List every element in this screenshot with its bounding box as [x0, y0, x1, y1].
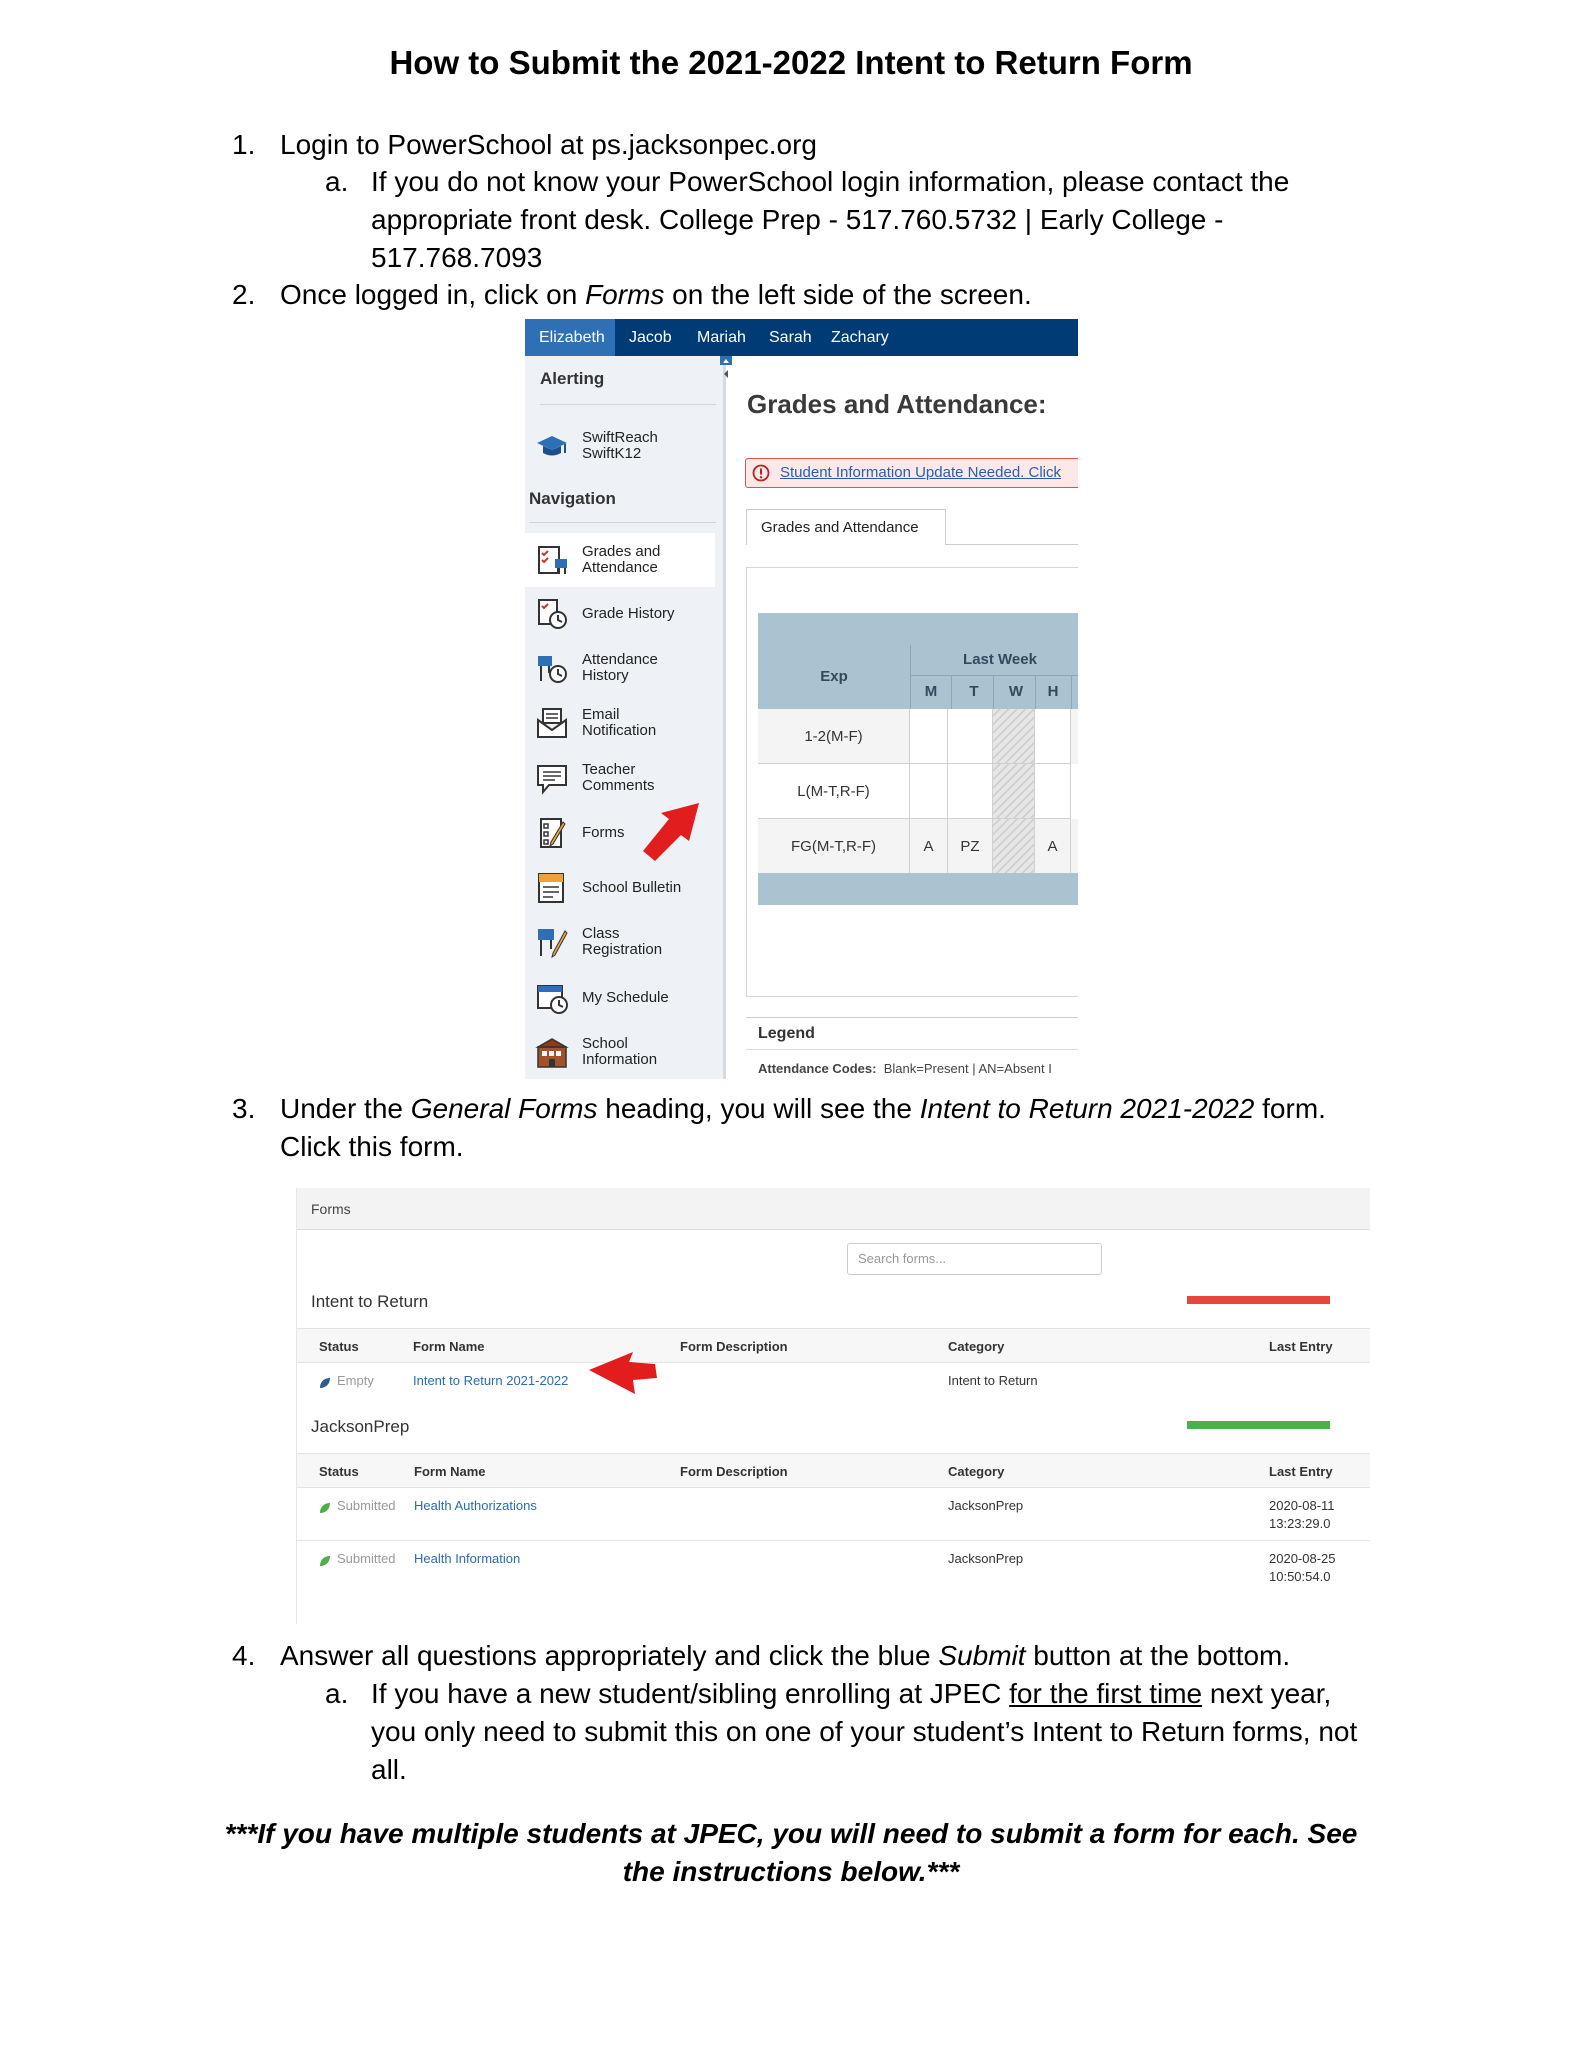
col-last-entry: Last Entry: [1269, 1339, 1333, 1354]
substep-line: If you do not know your PowerSchool login information, please contact the: [371, 166, 1290, 197]
substep-line: If you have a new student/sibling enrolling at JPEC for the first time next year,: [371, 1678, 1332, 1709]
grid-last-week-header: Last Week: [963, 651, 1037, 668]
grid-day-header: T: [969, 683, 979, 700]
forms-emphasis: Forms: [585, 279, 665, 310]
table-header: [297, 1328, 1370, 1363]
grid-cell: [993, 709, 1035, 764]
grid-cell: [910, 709, 948, 764]
page-title: Grades and Attendance:: [747, 389, 1047, 419]
col-category: Category: [948, 1464, 1005, 1479]
grid-cell: A: [910, 819, 948, 874]
step-number: 4.: [232, 1640, 256, 1671]
student-tab-sarah[interactable]: Sarah: [769, 329, 812, 346]
alert-exclamation-icon: [752, 464, 770, 482]
grid-cell: [993, 764, 1035, 819]
divider: [540, 404, 716, 405]
step-4-substep: [325, 1675, 1425, 1791]
col-form-description: Form Description: [680, 1339, 788, 1354]
alert-item-swiftreach[interactable]: [525, 419, 715, 473]
sidebar-divider: [723, 356, 726, 1079]
student-tab-elizabeth[interactable]: Elizabeth: [525, 319, 615, 356]
student-tab-jacob[interactable]: Jacob: [629, 329, 672, 346]
multiple-students-note: ***If you have multiple students at JPEC, you will need to submit a form for each. See the instructions below.***: [224, 1818, 1358, 1887]
nav-my-schedule[interactable]: [525, 971, 715, 1025]
table-row: [758, 764, 1078, 819]
red-arrow-icon: [587, 1348, 657, 1398]
nav-label: Attendance History: [582, 651, 658, 684]
search-input[interactable]: Search forms...: [847, 1243, 1102, 1275]
status-leaf-icon: [319, 1555, 331, 1567]
grid-cell: [993, 819, 1035, 874]
form-link-health-authorizations[interactable]: Health Authorizations: [414, 1498, 537, 1513]
class-registration-icon: [535, 925, 569, 959]
col-status: Status: [319, 1339, 359, 1354]
alerting-heading: Alerting: [540, 369, 605, 388]
grid-exp-cell: FG(M-T,R-F): [758, 819, 910, 874]
nav-label: Email Notification: [582, 706, 657, 739]
nav-teacher-comments[interactable]: [525, 751, 715, 805]
nav-attendance-history[interactable]: [525, 641, 715, 695]
last-entry-time: 13:23:29.0: [1269, 1516, 1331, 1531]
grid-divider: [1035, 675, 1036, 709]
alert-link[interactable]: Student Information Update Needed. Click: [780, 464, 1061, 481]
substep-line: all.: [371, 1754, 407, 1785]
step-4: [232, 1637, 1432, 1677]
nav-label: Grade History: [582, 605, 675, 622]
attendance-history-icon: [535, 651, 569, 685]
forms-screenshot: [296, 1188, 1370, 1624]
email-notification-icon: [535, 706, 569, 740]
col-form-description: Form Description: [680, 1464, 788, 1479]
step-text: Click this form.: [280, 1131, 464, 1162]
table-row[interactable]: [297, 1541, 1370, 1594]
last-entry-time: 10:50:54.0: [1269, 1569, 1331, 1584]
grid-day-header: H: [1047, 683, 1059, 700]
grid-footer-band: [758, 873, 1078, 905]
nav-label: Grades and Attendance: [582, 543, 661, 576]
my-schedule-icon: [535, 981, 569, 1015]
graduation-cap-icon: [535, 429, 569, 463]
grid-cell: [1035, 764, 1071, 819]
student-tab-mariah[interactable]: Mariah: [697, 329, 746, 346]
table-row[interactable]: [297, 1363, 1370, 1403]
table-row: [758, 709, 1078, 764]
grid-day-header: M: [924, 683, 938, 700]
step-text: Once logged in, click on Forms on the left side of the screen.: [280, 279, 1032, 310]
nav-grade-history[interactable]: [525, 587, 715, 641]
last-entry-date: 2020-08-25: [1269, 1551, 1336, 1566]
grid-day-header: W: [1008, 683, 1024, 700]
legend-codes: Attendance Codes: Blank=Present | AN=Absent I: [758, 1061, 1052, 1076]
nav-label: Teacher Comments: [582, 761, 655, 794]
nav-class-registration[interactable]: [525, 915, 715, 969]
table-row: [758, 819, 1078, 874]
grid-exp-cell: L(M-T,R-F): [758, 764, 910, 819]
step-text: Login to PowerSchool at ps.jacksonpec.org: [280, 129, 817, 160]
group-status-bar: [1187, 1296, 1330, 1304]
status-leaf-icon: [319, 1502, 331, 1514]
divider: [529, 522, 716, 523]
step-number: 3.: [232, 1093, 256, 1124]
info-update-alert[interactable]: [745, 458, 1078, 488]
powerschool-screenshot: [525, 319, 1078, 1079]
school-bulletin-icon: [535, 871, 569, 905]
step-2: [232, 276, 1432, 316]
nav-label: Class Registration: [582, 925, 663, 958]
form-link-intent-to-return[interactable]: Intent to Return 2021-2022: [413, 1373, 569, 1388]
document-title: How to Submit the 2021-2022 Intent to Return Form: [389, 44, 1193, 81]
forms-icon: [535, 816, 569, 850]
student-tab-zachary[interactable]: Zachary: [831, 329, 889, 346]
col-form-name: Form Name: [413, 1339, 485, 1354]
status-text: Submitted: [337, 1551, 396, 1566]
grid-cell: [910, 764, 948, 819]
step-3: [232, 1090, 1432, 1168]
form-link-health-information[interactable]: Health Information: [414, 1551, 521, 1566]
red-arrow-icon: [643, 799, 729, 861]
alert-item-label: SwiftReach SwiftK12: [582, 429, 658, 462]
nav-grades-attendance[interactable]: [525, 533, 715, 587]
grid-cell: [948, 764, 993, 819]
school-information-icon: [535, 1035, 569, 1069]
substep-line: appropriate front desk. College Prep - 517.760.5732 | Early College -: [371, 204, 1224, 235]
step-text: Answer all questions appropriately and click the blue Submit button at the bottom.: [280, 1640, 1291, 1671]
last-entry-date: 2020-08-11: [1269, 1498, 1335, 1513]
student-tabs-bar: [525, 319, 1078, 356]
submit-emphasis: Submit: [938, 1640, 1026, 1671]
grid-divider: [910, 645, 911, 709]
col-last-entry: Last Entry: [1269, 1464, 1333, 1479]
first-time-underline: for the first time: [1009, 1678, 1203, 1709]
navigation-heading: Navigation: [529, 489, 616, 508]
nav-school-information[interactable]: [525, 1025, 715, 1079]
nav-label: Forms: [582, 824, 625, 841]
group-status-bar: [1187, 1421, 1330, 1429]
table-header: [297, 1453, 1370, 1488]
status-text: Submitted: [337, 1498, 396, 1513]
substep-line: 517.768.7093: [371, 242, 543, 273]
grid-divider: [1071, 675, 1072, 709]
tab-grades-attendance[interactable]: Grades and Attendance: [746, 509, 946, 545]
table-row[interactable]: [297, 1488, 1370, 1541]
grid-cell: A: [1035, 819, 1071, 874]
substep-letter: a.: [325, 1678, 349, 1709]
form-category: JacksonPrep: [948, 1498, 1024, 1513]
group-title-intent-to-return: Intent to Return: [311, 1292, 429, 1311]
forms-header: Forms: [297, 1188, 1370, 1230]
grid-cell: [948, 709, 993, 764]
tab-underline: [946, 544, 1078, 545]
grade-history-icon: [535, 597, 569, 631]
nav-email-notification[interactable]: [525, 696, 715, 750]
grid-divider: [910, 675, 1078, 676]
nav-label: School Information: [582, 1035, 658, 1068]
col-category: Category: [948, 1339, 1005, 1354]
step-1: [232, 126, 1432, 166]
status-leaf-icon: [319, 1377, 331, 1389]
legend-title: Legend: [758, 1025, 815, 1042]
grid-cell: [1035, 709, 1071, 764]
grid-divider: [951, 675, 952, 709]
grid-exp-header: Exp: [820, 668, 848, 685]
col-form-name: Form Name: [414, 1464, 486, 1479]
divider: [746, 1049, 1078, 1050]
nav-school-bulletin[interactable]: [525, 861, 715, 915]
grid-header-band: [758, 613, 1078, 645]
col-status: Status: [319, 1464, 359, 1479]
step-number: 1.: [232, 129, 256, 160]
form-category: JacksonPrep: [948, 1551, 1024, 1566]
group-title-jacksonprep: JacksonPrep: [311, 1417, 410, 1436]
nav-label: My Schedule: [582, 989, 669, 1006]
form-category: Intent to Return: [948, 1373, 1038, 1388]
step-1-substep: [325, 163, 1425, 279]
nav-label: School Bulletin: [582, 879, 682, 896]
grades-attendance-icon: [535, 543, 569, 577]
teacher-comments-icon: [535, 761, 569, 795]
substep-line: you only need to submit this on one of your student’s Intent to Return forms, not: [371, 1716, 1358, 1747]
step-number: 2.: [232, 279, 256, 310]
grid-exp-cell: 1-2(M-F): [758, 709, 910, 764]
status-text: Empty: [337, 1373, 374, 1388]
collapse-sidebar-icon[interactable]: [720, 356, 732, 386]
step-text: Under the General Forms heading, you will see the Intent to Return 2021-2022 form.: [280, 1093, 1326, 1124]
grid-cell: PZ: [948, 819, 993, 874]
grid-divider: [993, 675, 994, 709]
substep-letter: a.: [325, 166, 349, 197]
